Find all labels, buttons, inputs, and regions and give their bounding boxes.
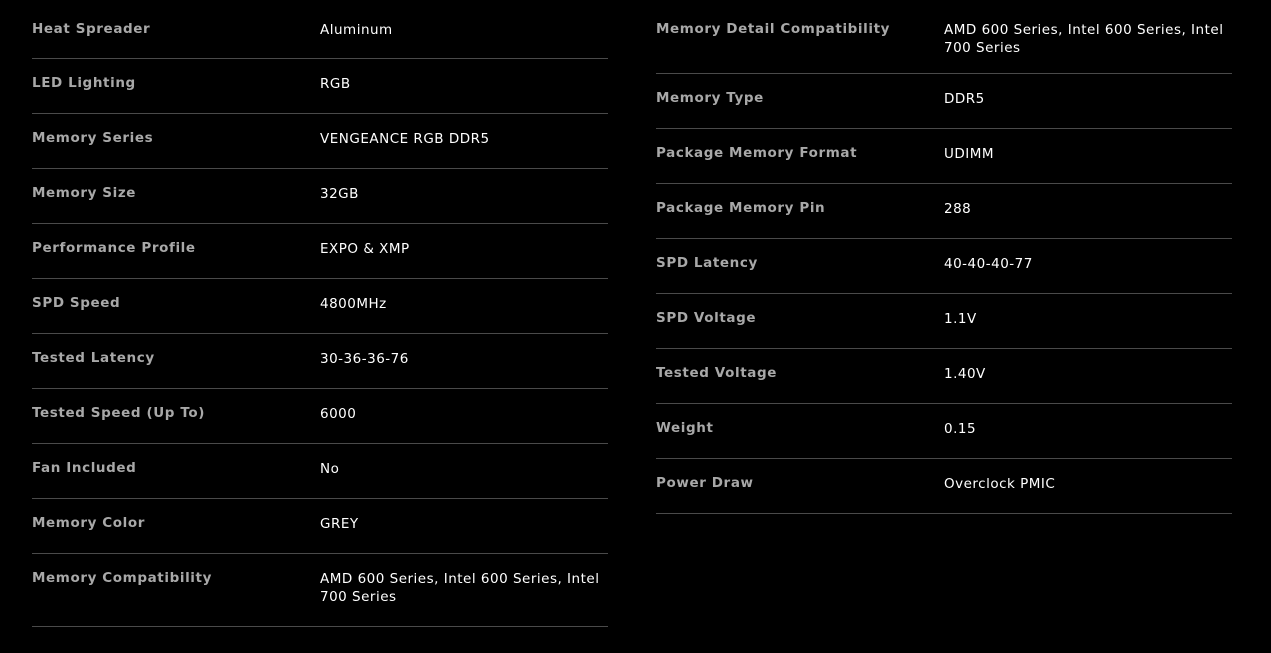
spec-row xyxy=(656,294,1232,349)
spec-label: Memory Detail Compatibility xyxy=(656,21,891,37)
spec-row xyxy=(656,404,1232,459)
spec-row xyxy=(656,12,1232,74)
spec-value: 288 xyxy=(944,201,972,217)
spec-label: Memory Type xyxy=(656,90,764,106)
spec-label: SPD Voltage xyxy=(656,310,757,326)
spec-value: VENGEANCE RGB DDR5 xyxy=(320,131,490,147)
spec-label: Memory Series xyxy=(32,130,154,146)
spec-row xyxy=(656,184,1232,239)
spec-label: Memory Compatibility xyxy=(32,570,212,586)
spec-row xyxy=(32,114,608,169)
spec-label: Fan Included xyxy=(32,460,137,476)
specs-column-right xyxy=(656,12,1232,514)
spec-value: No xyxy=(320,461,340,477)
spec-value: 6000 xyxy=(320,406,357,422)
spec-label: Memory Size xyxy=(32,185,137,201)
spec-label: Tested Voltage xyxy=(656,365,777,381)
specs-column-left xyxy=(32,12,608,627)
spec-row xyxy=(32,334,608,389)
spec-row xyxy=(656,459,1232,514)
spec-label: SPD Speed xyxy=(32,295,121,311)
spec-row xyxy=(32,12,608,59)
spec-value: DDR5 xyxy=(944,91,985,107)
spec-value: UDIMM xyxy=(944,146,995,162)
spec-value: 1.1V xyxy=(944,311,977,327)
spec-row xyxy=(32,499,608,554)
spec-label: Memory Color xyxy=(32,515,146,531)
spec-value: 1.40V xyxy=(944,366,986,382)
spec-row xyxy=(656,239,1232,294)
spec-label: Power Draw xyxy=(656,475,754,491)
spec-row xyxy=(656,349,1232,404)
spec-row xyxy=(32,389,608,444)
spec-label: Heat Spreader xyxy=(32,21,151,37)
spec-value: 40-40-40-77 xyxy=(944,256,1033,272)
spec-row xyxy=(656,74,1232,129)
spec-label: Package Memory Pin xyxy=(656,200,826,216)
spec-value: 30-36-36-76 xyxy=(320,351,409,367)
spec-row xyxy=(32,279,608,334)
spec-value: Aluminum xyxy=(320,22,393,38)
spec-value: RGB xyxy=(320,76,351,92)
spec-value: Overclock PMIC xyxy=(944,476,1056,492)
spec-label: Tested Latency xyxy=(32,350,155,366)
spec-value: EXPO & XMP xyxy=(320,241,410,257)
spec-label: Package Memory Format xyxy=(656,145,858,161)
spec-label: Tested Speed (Up To) xyxy=(32,405,205,421)
spec-label: Weight xyxy=(656,420,714,436)
spec-row xyxy=(32,554,608,627)
spec-row xyxy=(32,224,608,279)
spec-label: LED Lighting xyxy=(32,75,136,91)
spec-row xyxy=(32,444,608,499)
spec-label: SPD Latency xyxy=(656,255,758,271)
spec-value: GREY xyxy=(320,516,359,532)
spec-value: 4800MHz xyxy=(320,296,387,312)
spec-row xyxy=(656,129,1232,184)
spec-value: AMD 600 Series, Intel 600 Series, Intel 700 Series xyxy=(944,22,1224,56)
spec-value: AMD 600 Series, Intel 600 Series, Intel 700 Series xyxy=(320,571,600,605)
spec-label: Performance Profile xyxy=(32,240,196,256)
spec-value: 32GB xyxy=(320,186,359,202)
spec-row xyxy=(32,169,608,224)
spec-row xyxy=(32,59,608,114)
spec-value: 0.15 xyxy=(944,421,977,437)
